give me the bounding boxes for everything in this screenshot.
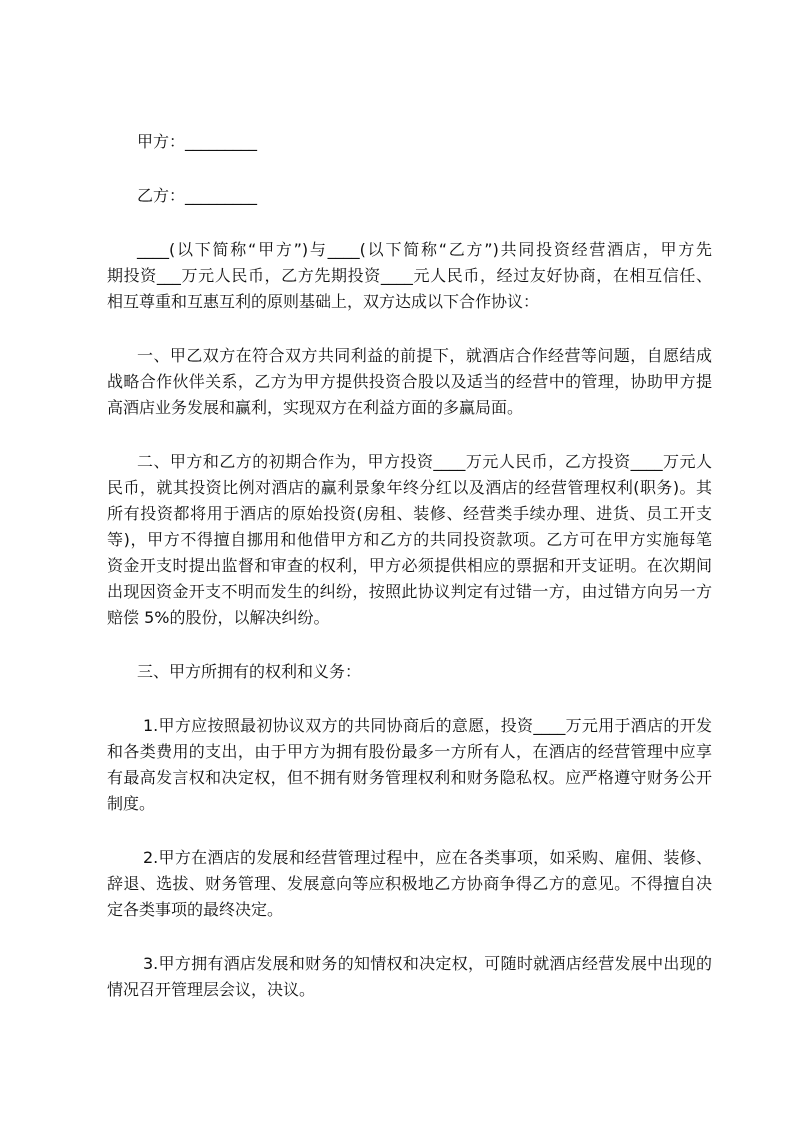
paragraph-line: 和各类费用的支出，由于甲方为拥有股份最多一方所有人，在酒店的经营管理中应享	[107, 742, 712, 761]
intro-paragraph	[107, 237, 712, 315]
paragraph-line: 赔偿 5%的股份，以解决纠纷。	[107, 608, 330, 627]
item-2-paragraph	[107, 845, 712, 923]
item-1-paragraph	[107, 713, 712, 817]
paragraph-line: 一、甲乙双方在符合双方共同利益的前提下，就酒店合作经营等问题，自愿结成	[137, 346, 712, 365]
document-body	[107, 129, 712, 1031]
party-b-paragraph	[107, 183, 712, 209]
paragraph-line: 2.甲方在酒店的发展和经营管理过程中，应在各类事项，如采购、雇佣、装修、	[143, 848, 712, 867]
paragraph-line: 资金开支时提出监督和审查的权利，甲方必须提供相应的票据和开支证明。在次期间	[107, 556, 712, 575]
paragraph-line: ____(以下简称“甲方”)与____(以下简称“乙方”)共同投资经营酒店，甲方先	[137, 240, 712, 259]
clause-2-paragraph	[107, 449, 712, 631]
paragraph-line: 定各类事项的最终决定。	[107, 900, 284, 919]
paragraph-line: 二、甲方和乙方的初期合作为，甲方投资____万元人民币，乙方投资____万元人	[137, 452, 712, 471]
item-3-paragraph	[107, 951, 712, 1003]
paragraph-line: 制度。	[107, 794, 156, 813]
paragraph-line: 民币，就其投资比例对酒店的赢利景象年终分红以及酒店的经营管理权利(职务)。其	[107, 478, 712, 497]
paragraph-line: 3.甲方拥有酒店发展和财务的知情权和决定权，可随时就酒店经营发展中出现的	[143, 954, 712, 973]
party-a-paragraph	[107, 129, 712, 155]
party-a-line: 甲方：_________	[137, 132, 258, 151]
paragraph-line: 所有投资都将用于酒店的原始投资(房租、装修、经营类手续办理、进货、员工开支	[107, 504, 712, 523]
paragraph-line: 1.甲方应按照最初协议双方的共同协商后的意愿，投资____万元用于酒店的开发	[143, 716, 712, 735]
paragraph-line: 辞退、选拔、财务管理、发展意向等应积极地乙方协商争得乙方的意见。不得擅自决	[107, 874, 712, 893]
clause-3-heading	[107, 659, 712, 685]
paragraph-line: 相互尊重和互惠互利的原则基础上，双方达成以下合作协议：	[107, 292, 540, 311]
paragraph-line: 有最高发言权和决定权，但不拥有财务管理权利和财务隐私权。应严格遵守财务公开	[107, 768, 712, 787]
paragraph-line: 期投资___万元人民币，乙方先期投资____元人民币，经过友好协商，在相互信任、	[107, 266, 712, 285]
party-b-line: 乙方：_________	[137, 186, 258, 205]
paragraph-line: 出现因资金开支不明而发生的纠纷，按照此协议判定有过错一方，由过错方向另一方	[107, 582, 712, 601]
paragraph-line: 战略合作伙伴关系，乙方为甲方提供投资合股以及适当的经营中的管理，协助甲方提	[107, 372, 712, 391]
paragraph-line: 等)，甲方不得擅自挪用和他借甲方和乙方的共同投资款项。乙方可在甲方实施每笔	[107, 530, 712, 549]
paragraph-line: 情况召开管理层会议，决议。	[107, 980, 316, 999]
section-heading: 三、甲方所拥有的权利和义务：	[137, 662, 362, 681]
paragraph-line: 高酒店业务发展和赢利，实现双方在利益方面的多赢局面。	[107, 398, 524, 417]
clause-1-paragraph	[107, 343, 712, 421]
